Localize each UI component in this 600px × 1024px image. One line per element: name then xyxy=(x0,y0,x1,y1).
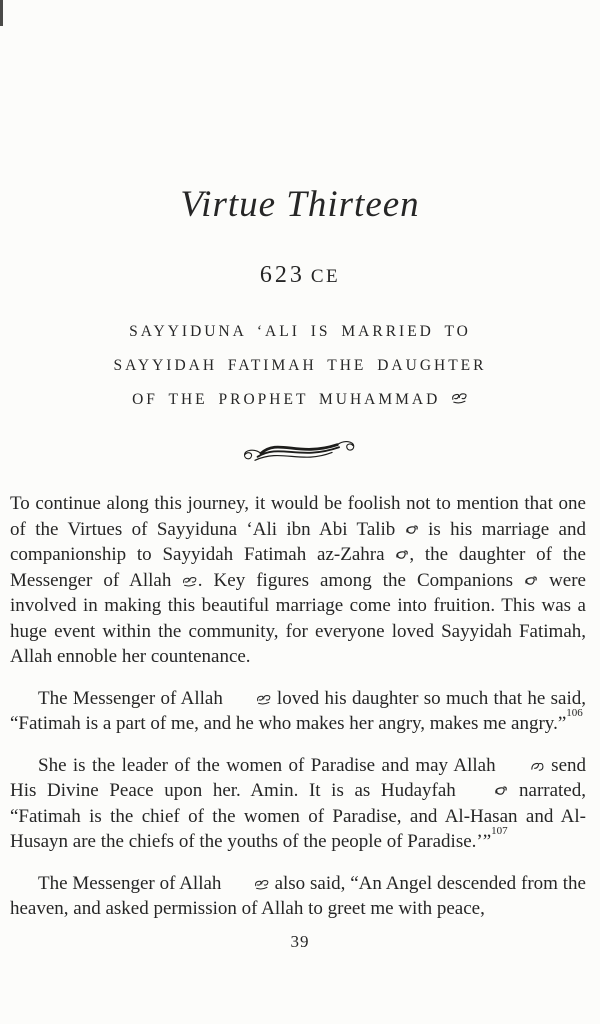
honorific-swt-icon xyxy=(502,760,545,772)
heading-line-3-text: OF THE PROPHET MUHAMMAD xyxy=(132,391,441,408)
page-number: 39 xyxy=(290,931,310,951)
honorific-ra-icon xyxy=(395,549,409,561)
body-text xyxy=(0,491,600,922)
honorific-saw-icon xyxy=(226,878,269,890)
honorific-ra-icon xyxy=(466,785,508,797)
heading-line-1: SAYYIDUNA ‘ALI IS MARRIED TO xyxy=(129,323,471,340)
footnote-reference: 106 xyxy=(566,706,583,719)
paragraph: She is the leader of the women of Paradise and may Allah send His Divine Peace upon her. Amin. It is as Hudayfah narrated, “Fatimah is the chief of the women of Paradise, and Al-Hasan and Al-Husayn are the chiefs of the youths of the people of Paradise.’”$^{107}$ xyxy=(10,754,587,852)
honorific-ra-icon xyxy=(524,575,538,587)
paragraph: The Messenger of Allah also said, “An Angel descended from the heaven, and asked permission of Allah to greet me with peace, xyxy=(10,872,586,919)
honorific-saw-icon xyxy=(451,391,468,404)
heading-line-3 xyxy=(0,383,600,417)
honorific-saw-icon xyxy=(228,693,271,705)
paragraph: To continue along this journey, it would be foolish not to mention that one of the Virtues of Sayyiduna ‘Ali ibn Abi Talib is his marriage and companionship to Sayyidah Fatimah az-Zahra , the daughter of the Messenger of Allah . Key figures among the Companions were involved in making this beautiful marriage come into fruition. This was a huge event within the community, for everyone loved Sayyidah Fatimah, Allah ennoble her countenance. xyxy=(10,493,586,667)
flourish-ornament-icon xyxy=(0,429,600,469)
chapter-title: Virtue Thirteen xyxy=(180,184,420,225)
chapter-heading xyxy=(0,315,600,417)
scan-edge-artifact xyxy=(0,0,3,26)
chapter-date xyxy=(0,263,600,287)
paragraph: The Messenger of Allah loved his daughter so much that he said, “Fatimah is a part of me, and he who makes her angry, makes me angry.”$^{106}$ xyxy=(10,687,586,734)
footnote-reference: 107 xyxy=(491,824,508,837)
honorific-ra-icon xyxy=(405,524,419,536)
honorific-saw-icon xyxy=(182,575,197,587)
chapter-date-era: CE xyxy=(310,266,341,287)
chapter-date-year: 623 xyxy=(259,262,305,288)
heading-line-2: SAYYIDAH FATIMAH THE DAUGHTER xyxy=(113,357,487,374)
